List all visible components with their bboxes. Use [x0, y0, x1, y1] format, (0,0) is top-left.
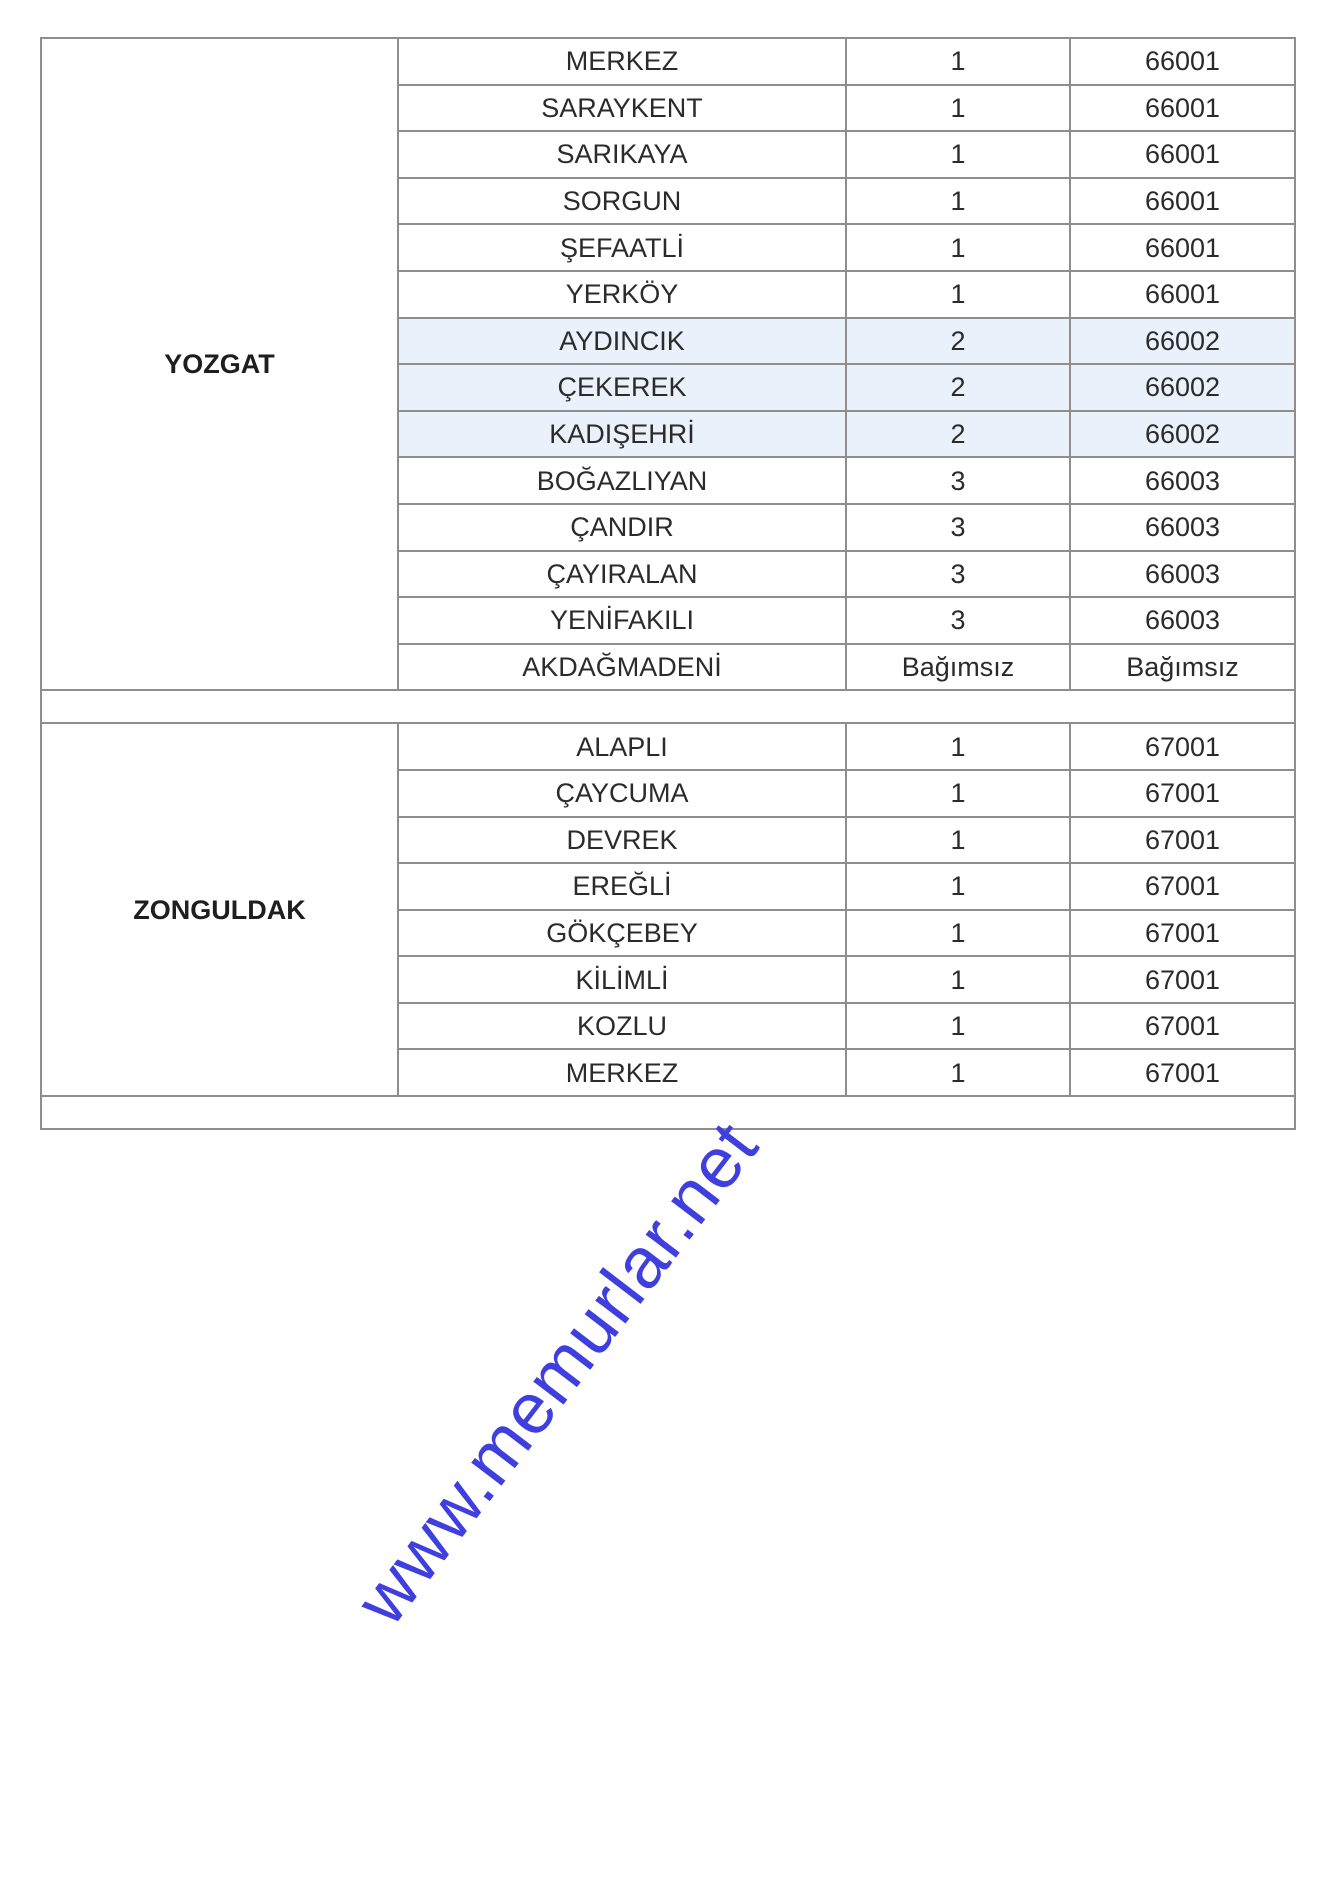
spacer-cell [41, 690, 1295, 723]
code-cell: 66001 [1070, 271, 1295, 318]
group-cell: 1 [846, 723, 1070, 770]
group-cell: 1 [846, 224, 1070, 271]
group-cell: 1 [846, 178, 1070, 225]
district-cell: KOZLU [398, 1003, 846, 1050]
code-cell: 66003 [1070, 551, 1295, 598]
group-cell: 1 [846, 956, 1070, 1003]
code-cell: 67001 [1070, 1003, 1295, 1050]
district-cell: KİLİMLİ [398, 956, 846, 1003]
table-row [41, 723, 1295, 770]
group-cell: 1 [846, 1049, 1070, 1096]
spacer-cell [41, 1096, 1295, 1129]
code-cell: 67001 [1070, 863, 1295, 910]
watermark-text: www.memurlar.net [340, 1107, 774, 1640]
district-cell: MERKEZ [398, 38, 846, 85]
district-cell: BOĞAZLIYAN [398, 457, 846, 504]
district-cell: AKDAĞMADENİ [398, 644, 846, 691]
group-cell: 1 [846, 131, 1070, 178]
group-cell: 1 [846, 271, 1070, 318]
group-cell: 3 [846, 504, 1070, 551]
code-cell: 67001 [1070, 723, 1295, 770]
district-cell: ALAPLI [398, 723, 846, 770]
province-cell-yozgat: YOZGAT [41, 38, 398, 690]
table-row [41, 38, 1295, 85]
district-cell: ÇEKEREK [398, 364, 846, 411]
group-cell: 1 [846, 85, 1070, 132]
code-cell: 67001 [1070, 910, 1295, 957]
code-cell: 66003 [1070, 457, 1295, 504]
code-cell: 66001 [1070, 85, 1295, 132]
code-cell: 66003 [1070, 504, 1295, 551]
code-cell: 67001 [1070, 1049, 1295, 1096]
district-cell: SORGUN [398, 178, 846, 225]
district-cell: DEVREK [398, 817, 846, 864]
district-cell: ÇANDIR [398, 504, 846, 551]
table-spacer-row [41, 690, 1295, 723]
group-cell: 2 [846, 318, 1070, 365]
district-cell: SARIKAYA [398, 131, 846, 178]
group-cell: Bağımsız [846, 644, 1070, 691]
code-cell: 66001 [1070, 178, 1295, 225]
district-cell: AYDINCIK [398, 318, 846, 365]
district-cell: YERKÖY [398, 271, 846, 318]
group-cell: 1 [846, 770, 1070, 817]
district-cell: KADIŞEHRİ [398, 411, 846, 458]
code-cell: 67001 [1070, 770, 1295, 817]
district-table [40, 37, 1296, 1130]
group-cell: 3 [846, 457, 1070, 504]
district-cell: GÖKÇEBEY [398, 910, 846, 957]
district-cell: EREĞLİ [398, 863, 846, 910]
province-cell-zonguldak: ZONGULDAK [41, 723, 398, 1096]
code-cell: 66003 [1070, 597, 1295, 644]
district-cell: MERKEZ [398, 1049, 846, 1096]
district-cell: SARAYKENT [398, 85, 846, 132]
group-cell: 1 [846, 1003, 1070, 1050]
code-cell: 66002 [1070, 318, 1295, 365]
table-spacer-row [41, 1096, 1295, 1129]
group-cell: 1 [846, 910, 1070, 957]
code-cell: 67001 [1070, 817, 1295, 864]
code-cell: 67001 [1070, 956, 1295, 1003]
code-cell: 66002 [1070, 364, 1295, 411]
group-cell: 2 [846, 364, 1070, 411]
code-cell: 66002 [1070, 411, 1295, 458]
code-cell: 66001 [1070, 38, 1295, 85]
district-cell: ÇAYCUMA [398, 770, 846, 817]
group-cell: 3 [846, 597, 1070, 644]
code-cell: Bağımsız [1070, 644, 1295, 691]
group-cell: 1 [846, 817, 1070, 864]
code-cell: 66001 [1070, 131, 1295, 178]
district-cell: ÇAYIRALAN [398, 551, 846, 598]
group-cell: 2 [846, 411, 1070, 458]
group-cell: 1 [846, 863, 1070, 910]
code-cell: 66001 [1070, 224, 1295, 271]
group-cell: 1 [846, 38, 1070, 85]
group-cell: 3 [846, 551, 1070, 598]
district-cell: ŞEFAATLİ [398, 224, 846, 271]
district-cell: YENİFAKILI [398, 597, 846, 644]
